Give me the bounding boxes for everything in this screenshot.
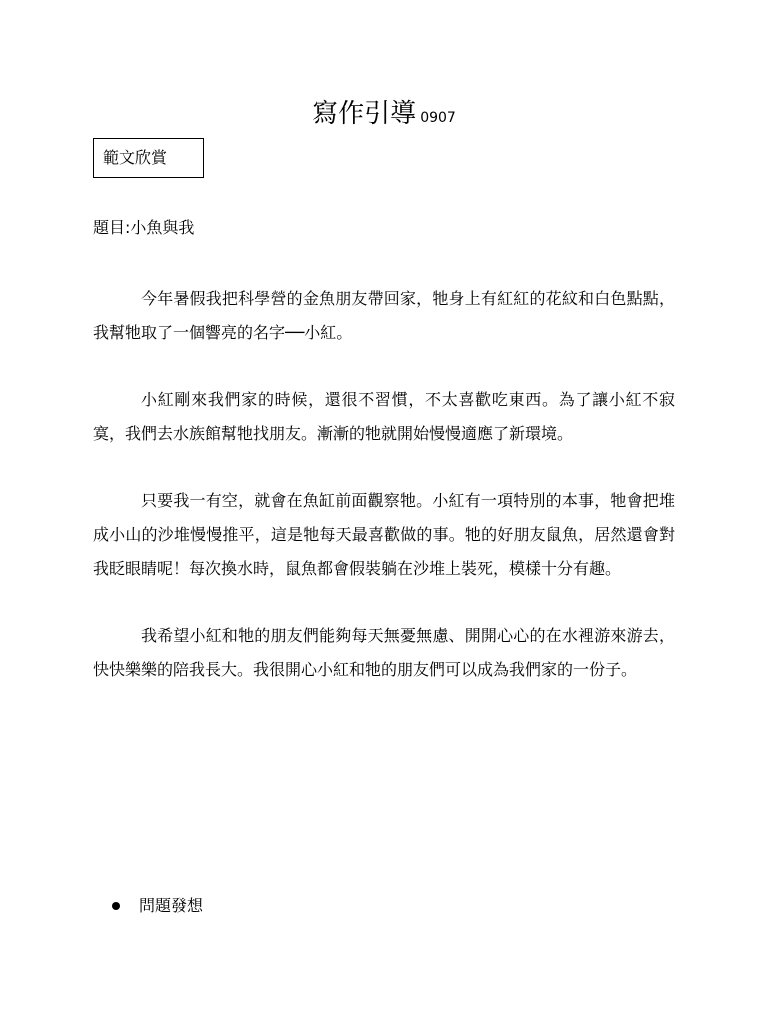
essay-topic: 題目:小魚與我 [93, 218, 195, 237]
bullet-dot-icon [112, 902, 120, 910]
essay-paragraph-3: 只要我一有空，就會在魚缸前面觀察牠。小紅有一項特別的本事，牠會把堆成小山的沙堆慢慢推平，這是牠每天最喜歡做的事。牠的好朋友鼠魚，居然還會對我眨眼睛呢！每次換水時，鼠魚都會假裝躺在沙堆上裝死，模樣十分有趣。 [93, 491, 675, 578]
section-label: 範文欣賞 [103, 148, 168, 167]
section-label-box [93, 138, 204, 178]
essay-paragraph-2: 小紅剛來我們家的時候，還很不習慣，不太喜歡吃東西。為了讓小紅不寂寞，我們去水族館幫牠找朋友。漸漸的牠就開始慢慢適應了新環境。 [93, 390, 675, 443]
page-title [0, 96, 768, 136]
bullet-item-label: 問題發想 [139, 896, 204, 915]
essay-paragraph-4: 我希望小紅和牠的朋友們能夠每天無憂無慮、開開心心的在水裡游來游去，快快樂樂的陪我長大。我很開心小紅和牠的朋友們可以成為我們家的一份子。 [93, 626, 675, 679]
bullet-list-item [112, 892, 203, 920]
essay-body [93, 282, 675, 720]
title-text: 寫作引導 [312, 99, 417, 129]
essay-paragraph-1: 今年暑假我把科學營的金魚朋友帶回家，牠身上有紅紅的花紋和白色點點，我幫牠取了一個響亮的名字──小紅。 [93, 289, 675, 342]
title-code: 0907 [420, 110, 456, 126]
